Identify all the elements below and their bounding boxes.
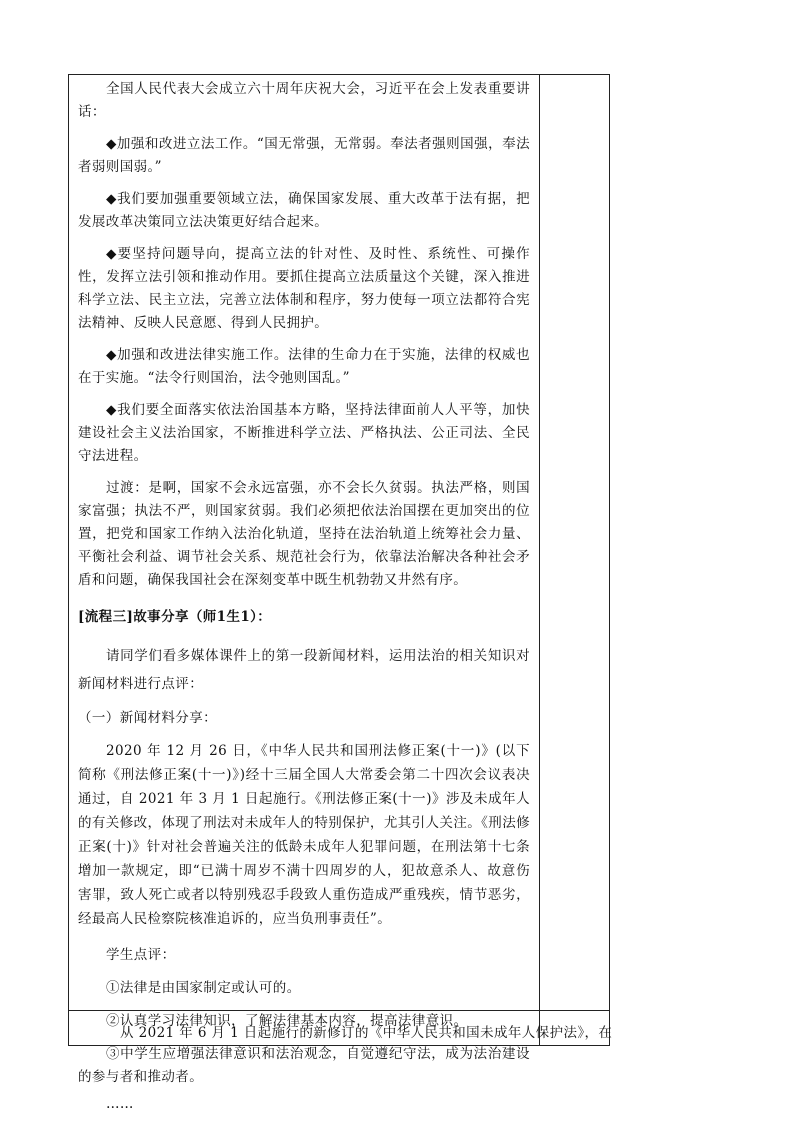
- speech-intro: 全国人民代表大会成立六十周年庆祝大会，习近平在会上发表重要讲话：: [78, 81, 530, 120]
- bottom-paragraph: 从 2021 年 6 月 1 日起施行的新修订的《中华人民共和国未成年人保护法》，在: [120, 1025, 613, 1041]
- speech-point-3: ◆要坚持问题导向，提高立法的针对性、及时性、系统性、可操作性，发挥立法引领和推动作用。要抓住提高立法质量这个关键，深入推进科学立法、民主立法，完善立法体制和程序，努力使每一项立法都符合宪法精神、反映人民意愿、得到人民拥护。: [78, 246, 530, 331]
- speech-point-4: ◆加强和改进法律实施工作。法律的生命力在于实施，法律的权威也在于实施。“法令行则国治，法令弛则国乱。”: [78, 347, 530, 386]
- ellipsis: ……: [106, 1096, 134, 1112]
- process-heading: [流程三]故事分享（师1生1）：: [78, 609, 272, 625]
- comment-item-2: ②认真学习法律知识，了解法律基本内容，提高法律意识。: [106, 1013, 468, 1029]
- news-label: （一）新闻材料分享：: [78, 710, 217, 726]
- student-comment-label: 学生点评：: [106, 947, 176, 963]
- lesson-content: [78, 78, 530, 1116]
- speech-point-5: ◆我们要全面落实依法治国基本方略，坚持法律面前人人平等，加快建设社会主义法治国家，不断推进科学立法、严格执法、公正司法、全民守法进程。: [78, 402, 530, 464]
- comment-item-3: ③中学生应增强法律意识和法治观念，自觉遵纪守法，成为法治建设的参与者和推动者。: [78, 1046, 530, 1085]
- speech-point-1: ◆加强和改进立法工作。“国无常强，无常弱。奉法者强则国强，奉法者弱则国弱。”: [78, 136, 530, 175]
- notes-column-divider: [539, 74, 540, 1046]
- speech-point-2: ◆我们要加强重要领域立法，确保国家发展、重大改革于法有据，把发展改革决策同立法决策更好结合起来。: [78, 191, 530, 230]
- comment-item-1: ①法律是由国家制定或认可的。: [106, 980, 301, 996]
- transition-paragraph: 过渡：是啊，国家不会永远富强，亦不会长久贫弱。执法严格，则国家富强；执法不严，则国家贫弱。我们必须把依法治国摆在更加突出的位置，把党和国家工作纳入法治化轨道，坚持在法治轨道上统筹社会力量、平衡社会利益、调节社会关系、规范社会行为，依靠法治解决各种社会矛盾和问题，确保我国社会在深刻变革中既生机勃勃又井然有序。: [78, 480, 530, 588]
- instruction-text: 请同学们看多媒体课件上的第一段新闻材料，运用法治的相关知识对新闻材料进行点评：: [78, 648, 530, 692]
- news-text: 2020 年 12 月 26 日，《中华人民共和国刑法修正案(十一)》(以下简称《刑法修正案(十一)》)经十三届全国人大常委会第二十四次会议表决通过，自 2021 年 3 月 1 日起施行。《刑法修正案(十一)》涉及未成年人的有关修改，体现了刑法对未成年人的特别保护，尤其引人关注。《刑法修正案(十)》针对社会普遍关注的低龄未成年人犯罪问题，在刑法第十七条增加一款规定，即“已满十周岁不满十四周岁的人，犯故意杀人、故意伤害罪，致人死亡或者以特别残忍手段致人重伤造成严重残疾，情节恶劣，经最高人民检察院核准追诉的，应当负刑事责任”。: [78, 743, 530, 927]
